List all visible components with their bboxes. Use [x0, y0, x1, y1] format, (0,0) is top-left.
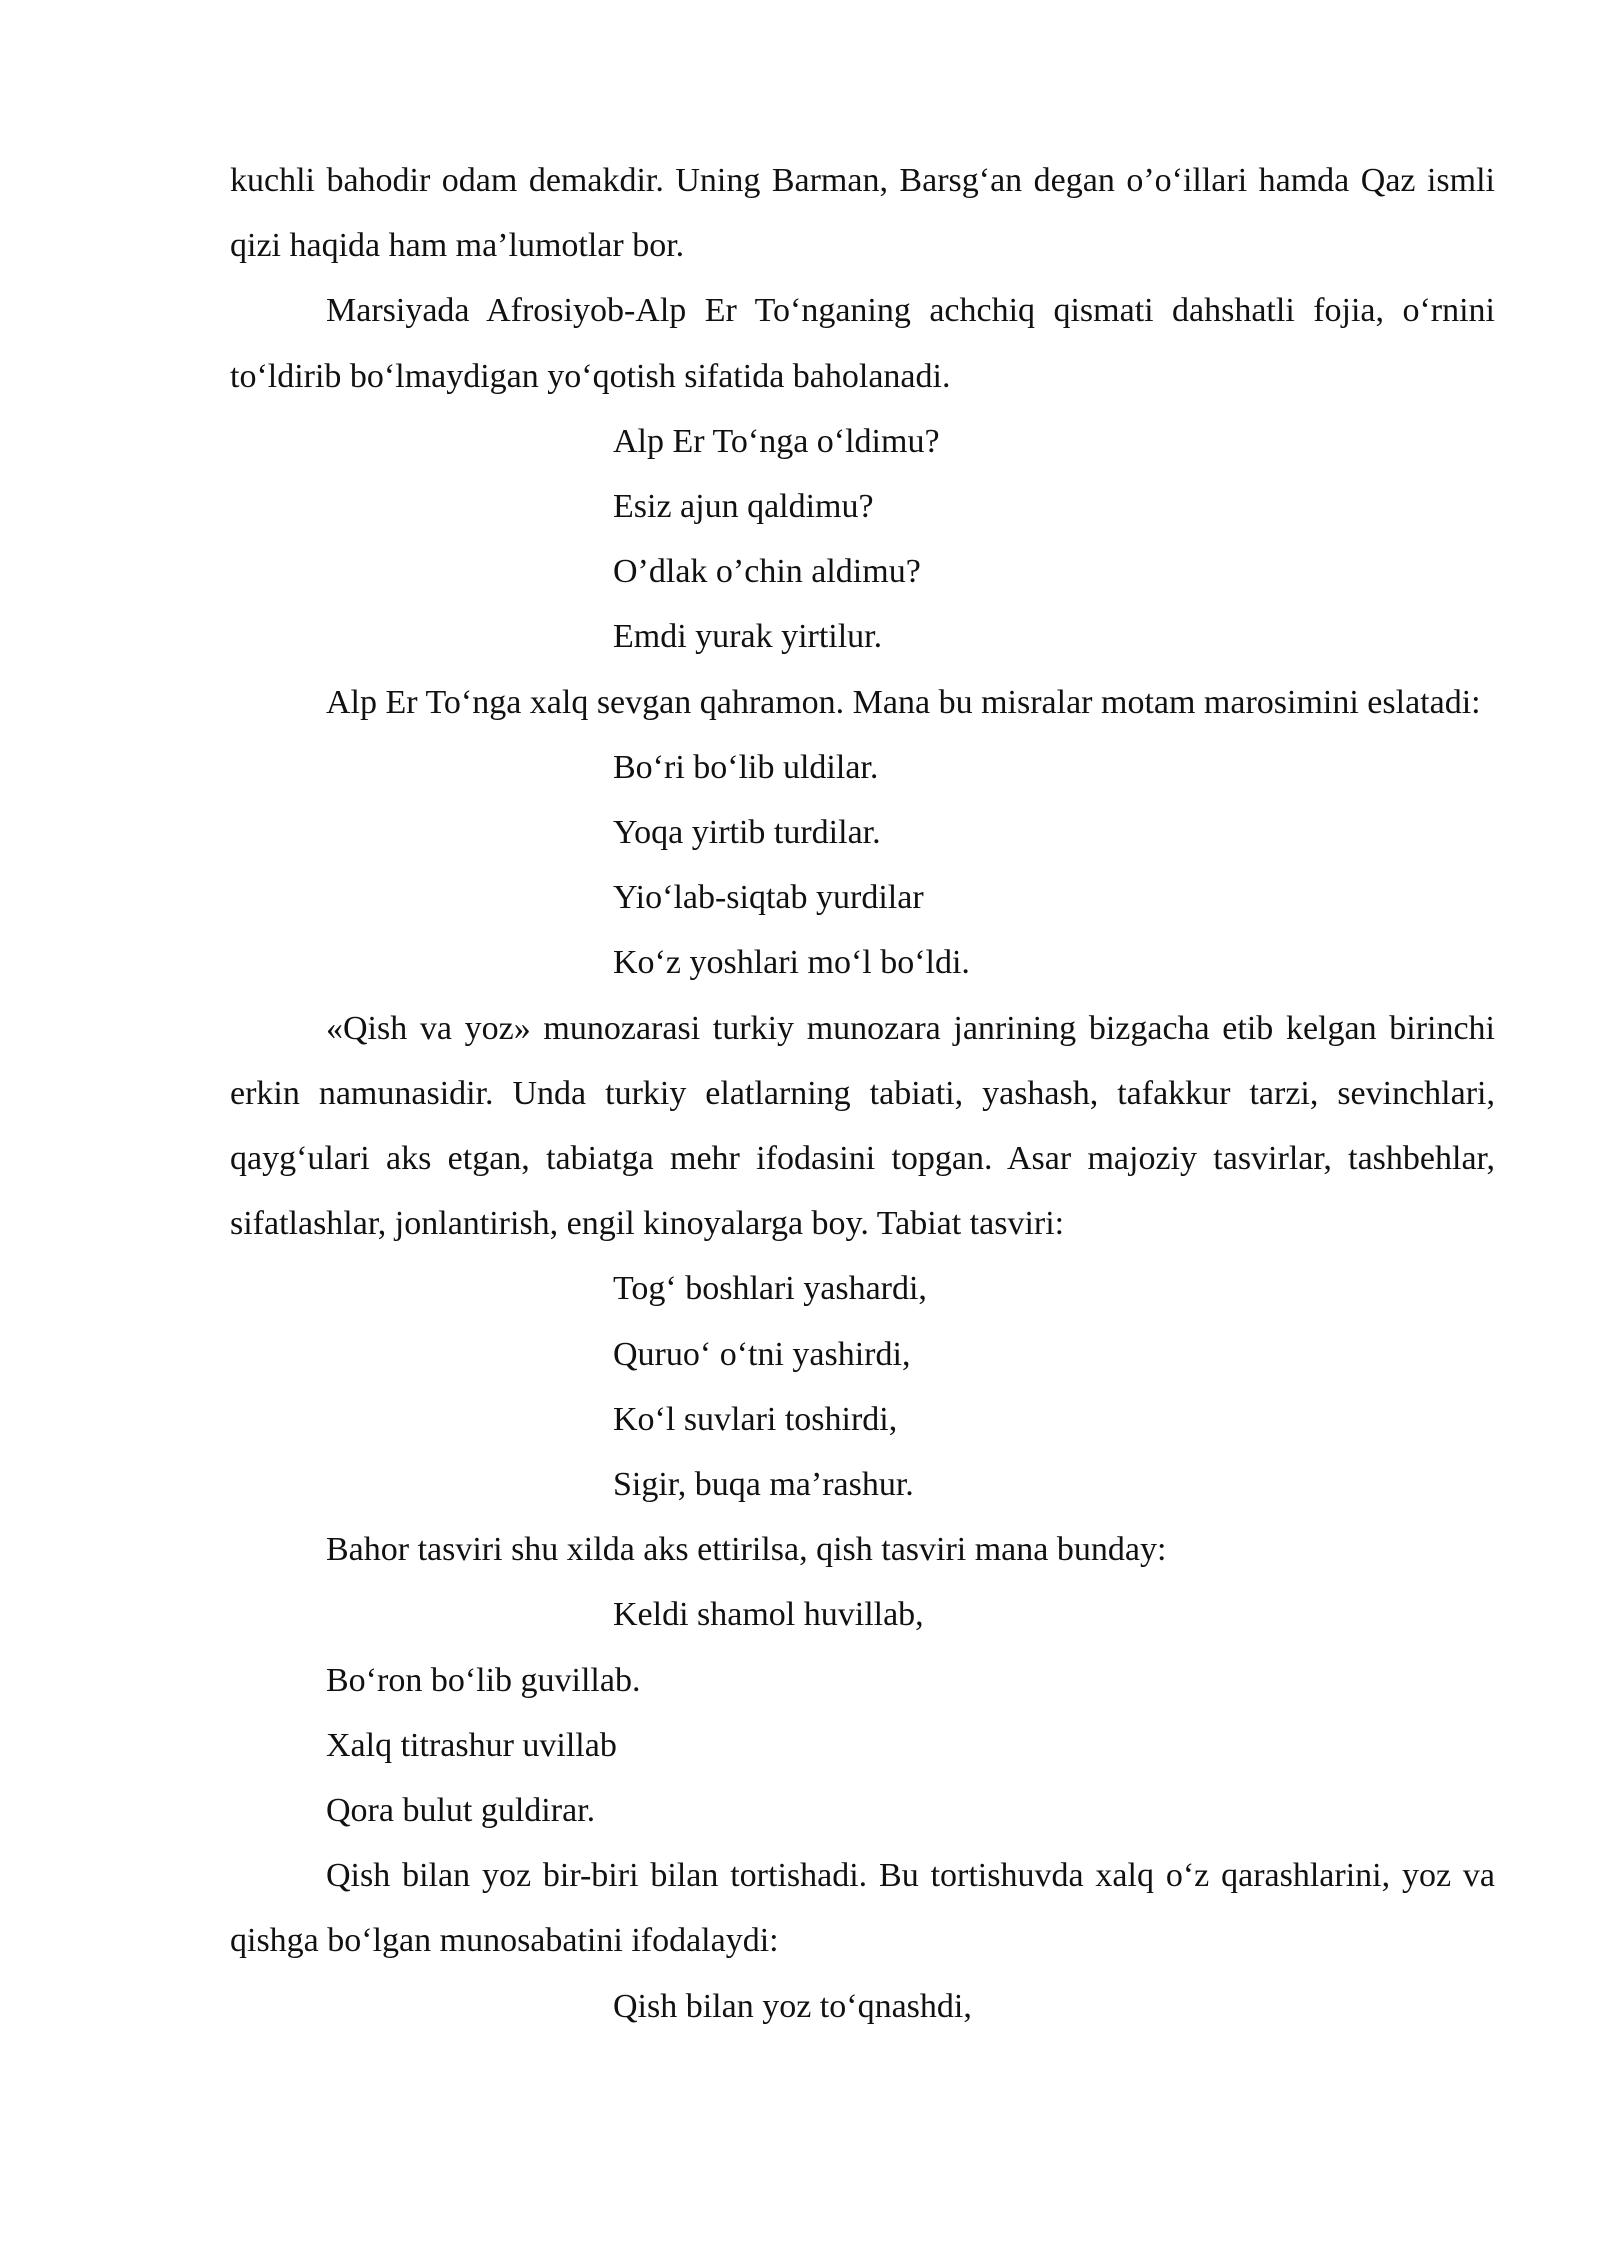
paragraph: Marsiyada Afrosiyob-Alp Er To‘nganing achchiq qismati dahshatli fojia, o‘rnini to‘ldirib bo‘lmaydigan yo‘qotish sifatida baholanadi.: [230, 292, 1495, 395]
paragraph: Qish bilan yoz bir-biri bilan tortishadi. Bu tortishuvda xalq o‘z qarashlarini, yoz va qishga bo‘lgan munosabatini ifodalaydi:: [230, 1857, 1495, 1960]
verse-line: Bo‘ron bo‘lib guvillab.: [326, 1661, 641, 1699]
page-body: [230, 148, 1495, 2039]
verse-line: O’dlak o’chin aldimu?: [613, 553, 921, 591]
verse-line: Emdi yurak yirtilur.: [613, 618, 883, 656]
verse-line: Ko‘l suvlari toshirdi,: [613, 1400, 898, 1438]
verse-line: Tog‘ boshlari yashardi,: [613, 1270, 927, 1308]
verse-line: Keldi shamol huvillab,: [613, 1596, 924, 1634]
paragraph: Alp Er To‘nga xalq sevgan qahramon. Mana bu misralar motam marosimini eslatadi:: [326, 683, 1481, 721]
verse-line: Qora bulut guldirar.: [326, 1792, 596, 1830]
verse-line: Bo‘ri bo‘lib uldilar.: [613, 748, 879, 786]
verse-line: Qish bilan yoz to‘qnashdi,: [613, 1987, 972, 2025]
verse-line: Sigir, buqa ma’rashur.: [613, 1466, 914, 1504]
paragraph-continuation: kuchli bahodir odam demakdir. Uning Barman, Barsg‘an degan o’o‘illari hamda Qaz ismli qizi haqida ham ma’lumotlar bor.: [230, 162, 1495, 265]
verse-line: Yio‘lab-siqtab yurdilar: [613, 879, 924, 917]
verse-line: Esiz ajun qaldimu?: [613, 488, 874, 526]
verse-line: Ko‘z yoshlari mo‘l bo‘ldi.: [613, 944, 970, 982]
verse-line: Yoqa yirtib turdilar.: [613, 814, 881, 852]
paragraph: «Qish va yoz» munozarasi turkiy munozara janrining bizgacha etib kelgan birinchi erkin namunasidir. Unda turkiy elatlarning tabiati, yashash, tafakkur tarzi, sevinchlari, qayg‘ulari aks etgan, tabiatga mehr ifodasini topgan. Asar majoziy tasvirlar, tashbehlar, sifatlashlar, jonlantirish, engil kinoyalarga boy. Tabiat tasviri:: [230, 1009, 1495, 1243]
paragraph: Bahor tasviri shu xilda aks ettirilsa, qish tasviri mana bunday:: [326, 1531, 1167, 1569]
verse-line: Quruo‘ o‘tni yashirdi,: [613, 1335, 911, 1373]
verse-line: Alp Er To‘nga o‘ldimu?: [613, 422, 940, 460]
verse-line: Xalq titrashur uvillab: [326, 1726, 617, 1764]
